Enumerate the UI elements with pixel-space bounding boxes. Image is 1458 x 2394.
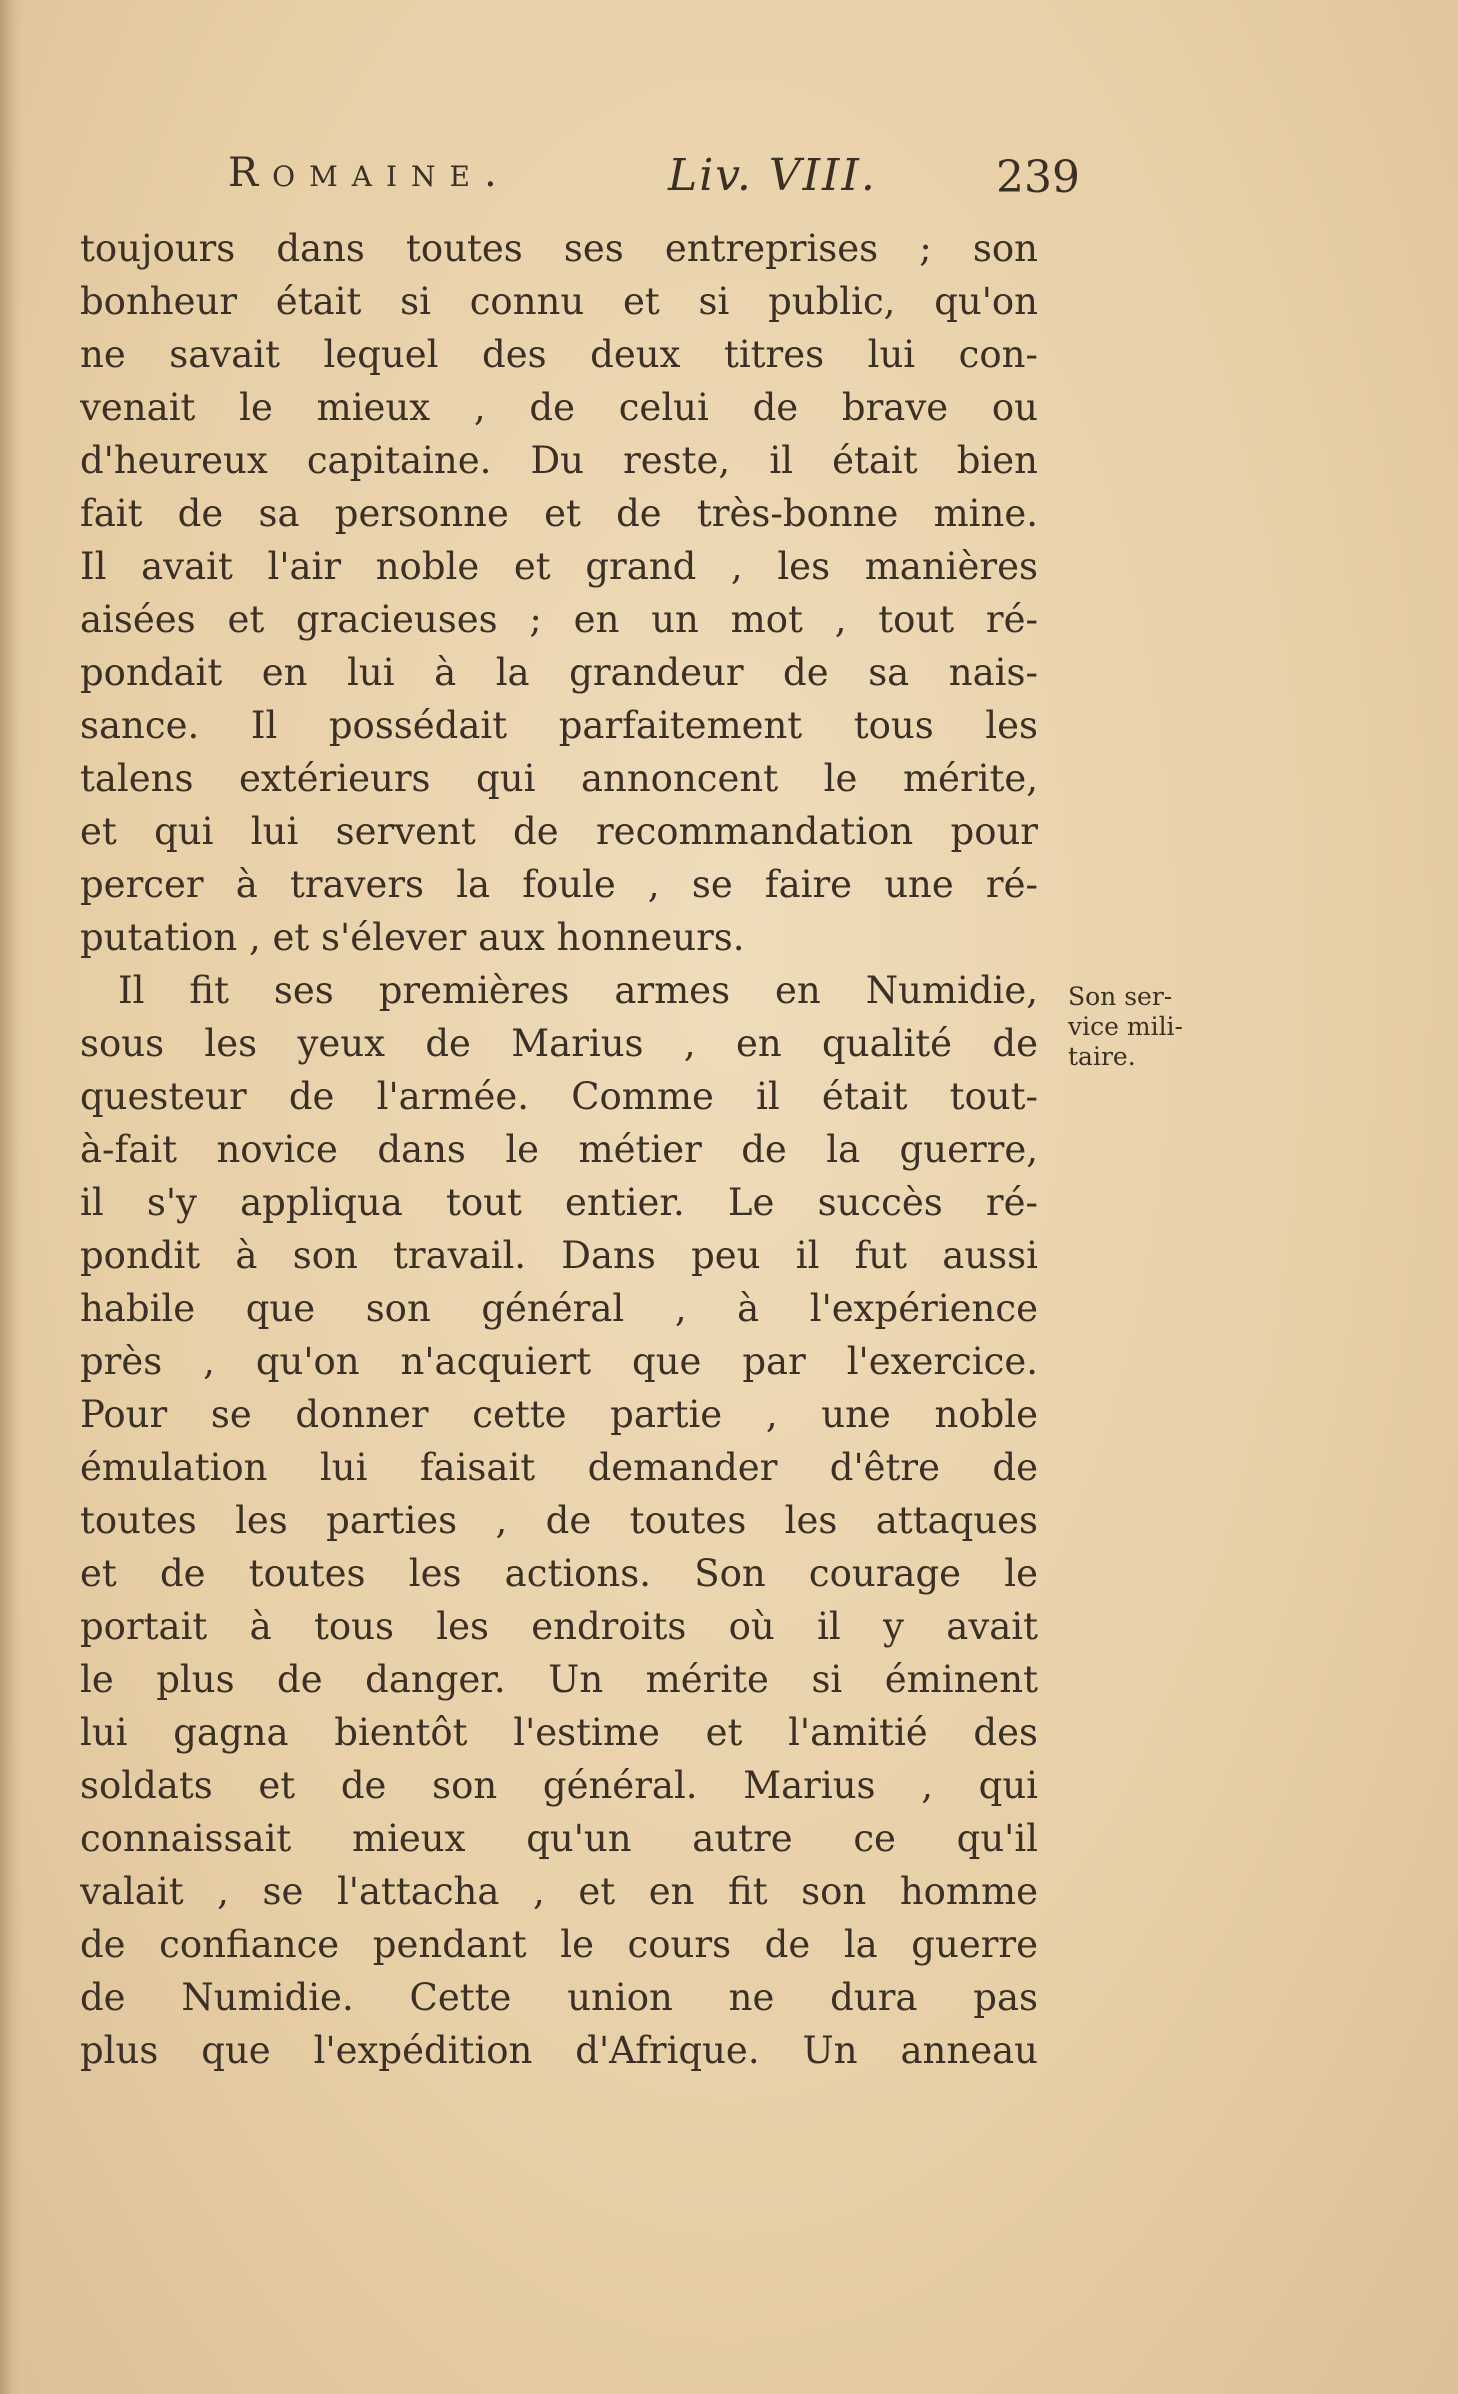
text-line: Pour se donner cette partie , une noble xyxy=(80,1393,1038,1436)
text-line: et de toutes les actions. Son courage le xyxy=(80,1552,1038,1595)
text-line: portait à tous les endroits où il y avait xyxy=(80,1605,1038,1648)
text-line: Il avait l'air noble et grand , les manières xyxy=(80,545,1038,588)
text-line: lui gagna bientôt l'estime et l'amitié des xyxy=(80,1711,1038,1754)
text-line: sous les yeux de Marius , en qualité de xyxy=(80,1022,1038,1065)
text-line: bonheur était si connu et si public, qu'on xyxy=(80,280,1038,323)
body-text xyxy=(80,222,1038,2077)
page-header xyxy=(228,150,1088,210)
text-line: fait de sa personne et de très-bonne mine. xyxy=(80,492,1038,535)
text-line: venait le mieux , de celui de brave ou xyxy=(80,386,1038,429)
text-line: de confiance pendant le cours de la guerre xyxy=(80,1923,1038,1966)
text-line: ne savait lequel des deux titres lui con- xyxy=(80,333,1038,376)
text-line: questeur de l'armée. Comme il était tout- xyxy=(80,1075,1038,1118)
text-line: et qui lui servent de recommandation pour xyxy=(80,810,1038,853)
book-label: Liv. VIII. xyxy=(668,150,877,201)
margin-note xyxy=(1068,982,1238,1072)
margin-note-line: Son ser- xyxy=(1068,982,1173,1011)
text-line: percer à travers la foule , se faire une ré- xyxy=(80,863,1038,906)
text-line: près , qu'on n'acquiert que par l'exercice. xyxy=(80,1340,1038,1383)
text-line: soldats et de son général. Marius , qui xyxy=(80,1764,1038,1807)
page-binding-edge xyxy=(0,0,22,2394)
text-line: talens extérieurs qui annoncent le mérite, xyxy=(80,757,1038,800)
text-line: pondait en lui à la grandeur de sa nais- xyxy=(80,651,1038,694)
text-line: plus que l'expédition d'Afrique. Un anneau xyxy=(80,2029,1038,2072)
text-line: d'heureux capitaine. Du reste, il était bien xyxy=(80,439,1038,482)
text-line: valait , se l'attacha , et en fit son homme xyxy=(80,1870,1038,1913)
margin-note-line: vice mili- xyxy=(1068,1012,1184,1041)
text-line: habile que son général , à l'expérience xyxy=(80,1287,1038,1330)
margin-note-line: taire. xyxy=(1068,1042,1136,1071)
text-line: toutes les parties , de toutes les attaques xyxy=(80,1499,1038,1542)
text-line: il s'y appliqua tout entier. Le succès ré- xyxy=(80,1181,1038,1224)
text-line: connaissait mieux qu'un autre ce qu'il xyxy=(80,1817,1038,1860)
running-title: Romaine. xyxy=(228,150,511,196)
text-line: putation , et s'élever aux honneurs. xyxy=(80,916,745,959)
text-line: émulation lui faisait demander d'être de xyxy=(80,1446,1038,1489)
text-line: pondit à son travail. Dans peu il fut aussi xyxy=(80,1234,1038,1277)
text-line: à-fait novice dans le métier de la guerre, xyxy=(80,1128,1038,1171)
text-line: de Numidie. Cette union ne dura pas xyxy=(80,1976,1038,2019)
text-line: le plus de danger. Un mérite si éminent xyxy=(80,1658,1038,1701)
text-line: aisées et gracieuses ; en un mot , tout ré- xyxy=(80,598,1038,641)
text-line: Il fit ses premières armes en Numidie, xyxy=(118,969,1038,1012)
text-line: toujours dans toutes ses entreprises ; son xyxy=(80,227,1038,270)
page-number: 239 xyxy=(996,152,1080,203)
text-line: sance. Il possédait parfaitement tous les xyxy=(80,704,1038,747)
